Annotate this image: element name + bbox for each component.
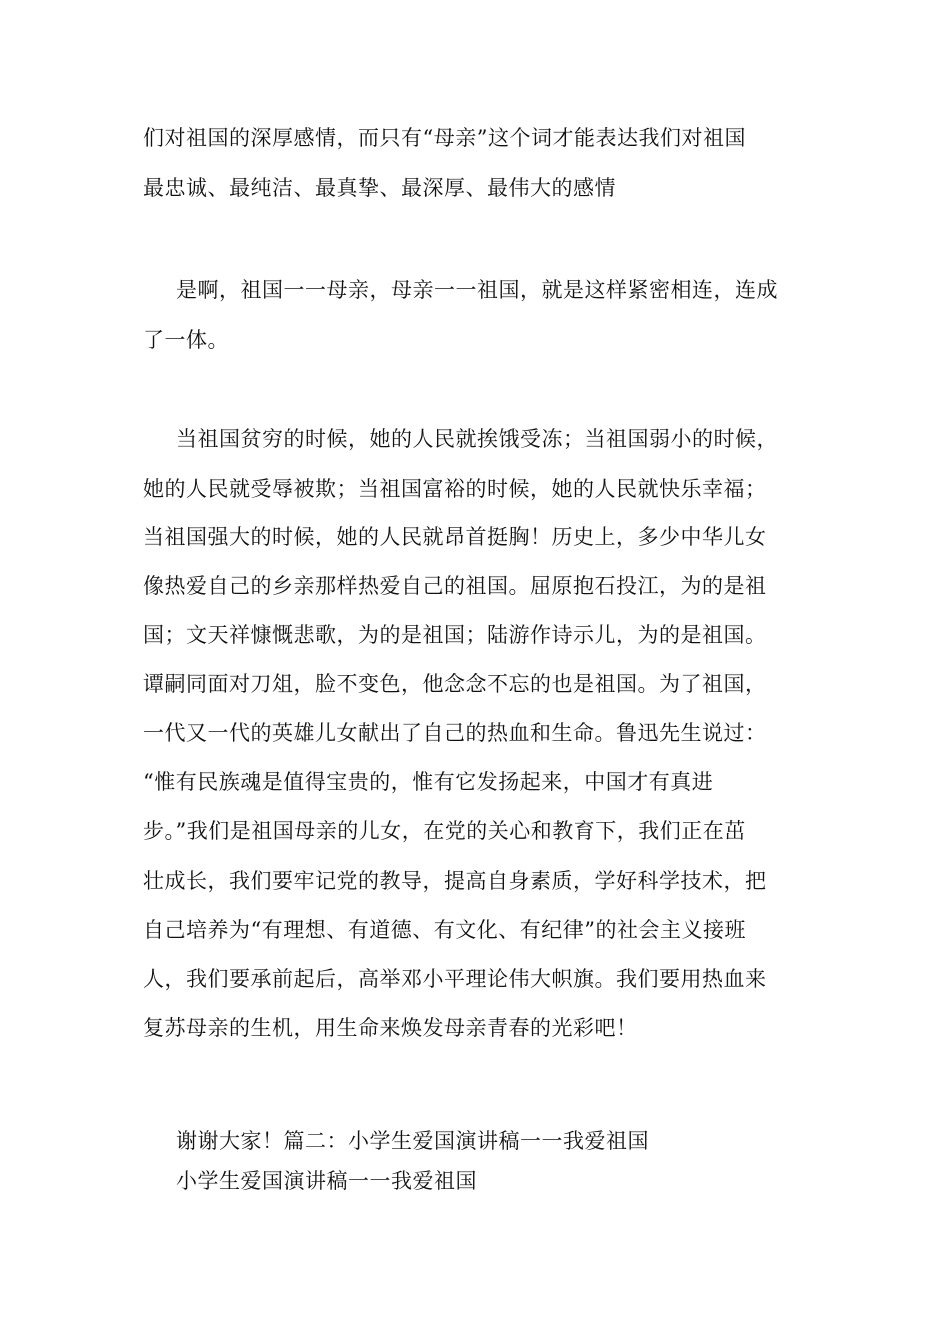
paragraph-3-line-5: 国；文天祥慷慨悲歌，为的是祖国；陆游作诗示儿，为的是祖国。	[143, 623, 767, 647]
paragraph-3-line-2: 她的人民就受辱被欺；当祖国富裕的时候，她的人民就快乐幸福；	[143, 477, 767, 501]
paragraph-3-line-9: 步。”我们是祖国母亲的儿女，在党的关心和教育下，我们正在茁	[143, 819, 746, 843]
paragraph-3-line-6: 谭嗣同面对刀俎，脸不变色，他念念不忘的也是祖国。为了祖国，	[143, 672, 767, 696]
paragraph-3-line-4: 像热爱自己的乡亲那样热爱自己的祖国。屈原抱石投江，为的是祖	[143, 574, 767, 598]
paragraph-3-line-8: “惟有民族魂是值得宝贵的，惟有它发扬起来，中国才有真进	[143, 770, 714, 794]
paragraph-3-line-10: 壮成长，我们要牢记党的教导，提高自身素质，学好科学技术，把	[143, 869, 767, 893]
paragraph-3-line-12: 人，我们要承前起后，高举邓小平理论伟大帜旗。我们要用热血来	[143, 967, 767, 991]
paragraph-4-line-1: 谢谢大家！篇二：小学生爱国演讲稿一一我爱祖国	[176, 1129, 649, 1153]
paragraph-3-line-13: 复苏母亲的生机，用生命来焕发母亲青春的光彩吧！	[143, 1016, 638, 1040]
paragraph-3-line-7: 一代又一代的英雄儿女献出了自己的热血和生命。鲁迅先生说过：	[143, 721, 767, 745]
paragraph-3-line-3: 当祖国强大的时候，她的人民就昂首挺胸！历史上，多少中华儿女	[143, 525, 767, 549]
paragraph-1-line-2: 最忠诚、最纯洁、最真挚、最深厚、最伟大的感情	[143, 176, 616, 200]
paragraph-2-line-2: 了一体。	[143, 328, 229, 352]
paragraph-4-line-2: 小学生爱国演讲稿一一我爱祖国	[176, 1169, 477, 1193]
paragraph-2-line-1: 是啊，祖国一一母亲，母亲一一祖国，就是这样紧密相连，连成	[176, 278, 778, 302]
paragraph-3-line-1: 当祖国贫穷的时候，她的人民就挨饿受冻；当祖国弱小的时候，	[176, 427, 778, 451]
paragraph-1-line-1: 们对祖国的深厚感情，而只有“母亲”这个词才能表达我们对祖国	[143, 126, 746, 150]
paragraph-3-line-11: 自己培养为“有理想、有道德、有文化、有纪律”的社会主义接班	[143, 918, 746, 942]
